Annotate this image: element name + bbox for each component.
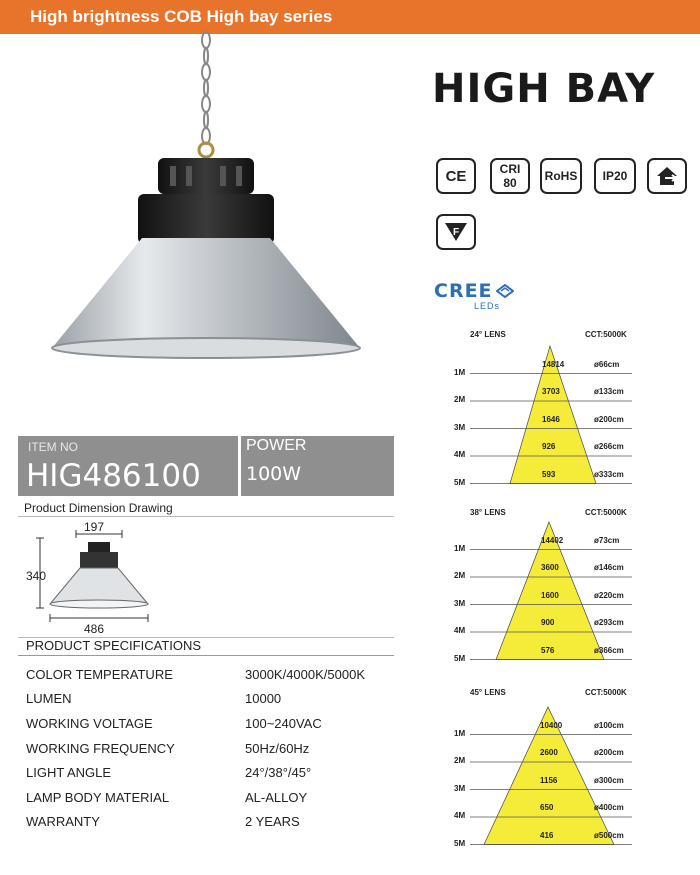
beam-diameter: ø100cm xyxy=(594,720,624,730)
distance-label: 3M xyxy=(454,422,466,432)
brand-sub: LEDs xyxy=(474,301,501,311)
lux-value: 926 xyxy=(542,442,556,451)
lux-value: 3703 xyxy=(542,387,560,396)
ce-label: CE xyxy=(445,167,467,185)
f-label: F xyxy=(453,227,460,238)
lens-angle-label: 45° LENS xyxy=(470,688,506,697)
distance-label: 2M xyxy=(454,756,466,765)
lens-cct-label: CCT:5000K xyxy=(585,688,627,697)
beam-diameter: ø66cm xyxy=(594,359,620,369)
beam-diameter: ø333cm xyxy=(594,469,624,479)
dimension-drawing-label: Product Dimension Drawing xyxy=(24,501,173,515)
lux-value: 14402 xyxy=(541,535,564,545)
lux-value: 10400 xyxy=(540,720,563,730)
spec-value: 10000 xyxy=(245,691,282,707)
dimension-height: 340 xyxy=(26,569,47,583)
cri-value: 80 xyxy=(503,176,517,190)
lux-value: 3600 xyxy=(541,563,559,572)
distance-label: 4M xyxy=(454,811,466,820)
spec-value: 3000K/4000K/5000K xyxy=(245,666,365,682)
lux-value: 1156 xyxy=(540,775,558,785)
item-no-label: ITEM NO xyxy=(28,440,78,454)
lens-angle-label: 24° LENS xyxy=(470,330,506,339)
lens-cct-label: CCT:5000K xyxy=(585,330,627,339)
rohs-label: RoHS xyxy=(544,169,578,183)
distance-label: 3M xyxy=(454,598,466,608)
spec-key: LIGHT ANGLE xyxy=(26,765,112,781)
ip-label: IP20 xyxy=(602,169,628,183)
beam-diameter: ø300cm xyxy=(594,775,624,785)
lux-value: 416 xyxy=(540,830,554,840)
beam-diameter: ø293cm xyxy=(594,618,624,627)
beam-diameter: ø73cm xyxy=(594,535,620,545)
spec-key: LUMEN xyxy=(26,691,72,707)
lux-value: 14814 xyxy=(542,359,565,369)
product-title: HIGH BAY xyxy=(432,66,656,112)
specs-heading: PRODUCT SPECIFICATIONS xyxy=(18,638,394,656)
distance-label: 5M xyxy=(454,477,466,487)
lux-value: 900 xyxy=(541,618,555,627)
spec-value: 100~240VAC xyxy=(245,715,322,731)
beam-diameter: ø146cm xyxy=(594,563,624,572)
distance-label: 1M xyxy=(454,728,466,738)
dimension-width-top: 197 xyxy=(84,520,105,534)
lux-value: 2600 xyxy=(540,748,558,757)
distance-label: 4M xyxy=(454,450,466,459)
lux-value: 1600 xyxy=(541,590,559,600)
header-title: High brightness COB High bay series xyxy=(30,7,333,26)
lux-value: 650 xyxy=(540,803,554,812)
power-value: 100W xyxy=(246,463,302,485)
lens-cct-label: CCT:5000K xyxy=(585,508,627,517)
lens-angle-label: 38° LENS xyxy=(470,508,506,517)
beam-diameter: ø366cm xyxy=(594,645,624,655)
beam-diameter: ø400cm xyxy=(594,803,624,812)
distance-label: 1M xyxy=(454,367,466,377)
spec-value: 2 YEARS xyxy=(245,814,300,830)
lux-value: 1646 xyxy=(542,414,560,424)
brand-name: CREE xyxy=(434,280,493,302)
spec-value: 50Hz/60Hz xyxy=(245,740,310,756)
lux-value: 576 xyxy=(541,645,555,655)
spec-key: WARRANTY xyxy=(26,814,100,830)
distance-label: 1M xyxy=(454,543,466,553)
spec-value: AL-ALLOY xyxy=(245,789,308,805)
distance-label: 5M xyxy=(454,838,466,848)
beam-diameter: ø200cm xyxy=(594,748,624,757)
lux-value: 593 xyxy=(542,469,556,479)
spec-key: LAMP BODY MATERIAL xyxy=(26,789,170,805)
spec-key: WORKING FREQUENCY xyxy=(26,740,175,756)
beam-diameter: ø200cm xyxy=(594,414,624,424)
cri-label: CRI xyxy=(499,162,521,176)
spec-key: COLOR TEMPERATURE xyxy=(26,666,173,682)
beam-diameter: ø500cm xyxy=(594,830,624,840)
spec-value: 24°/38°/45° xyxy=(245,765,312,781)
distance-label: 4M xyxy=(454,626,466,635)
item-no-value: HIG486100 xyxy=(26,458,201,494)
beam-diameter: ø266cm xyxy=(594,442,624,451)
beam-diameter: ø133cm xyxy=(594,387,624,396)
distance-label: 5M xyxy=(454,653,466,663)
dimension-width-bottom: 486 xyxy=(84,622,105,636)
distance-label: 2M xyxy=(454,395,466,404)
distance-label: 2M xyxy=(454,571,466,580)
distance-label: 3M xyxy=(454,783,466,793)
spec-key: WORKING VOLTAGE xyxy=(26,715,153,731)
beam-diameter: ø220cm xyxy=(594,590,624,600)
power-label: POWER xyxy=(246,437,307,454)
